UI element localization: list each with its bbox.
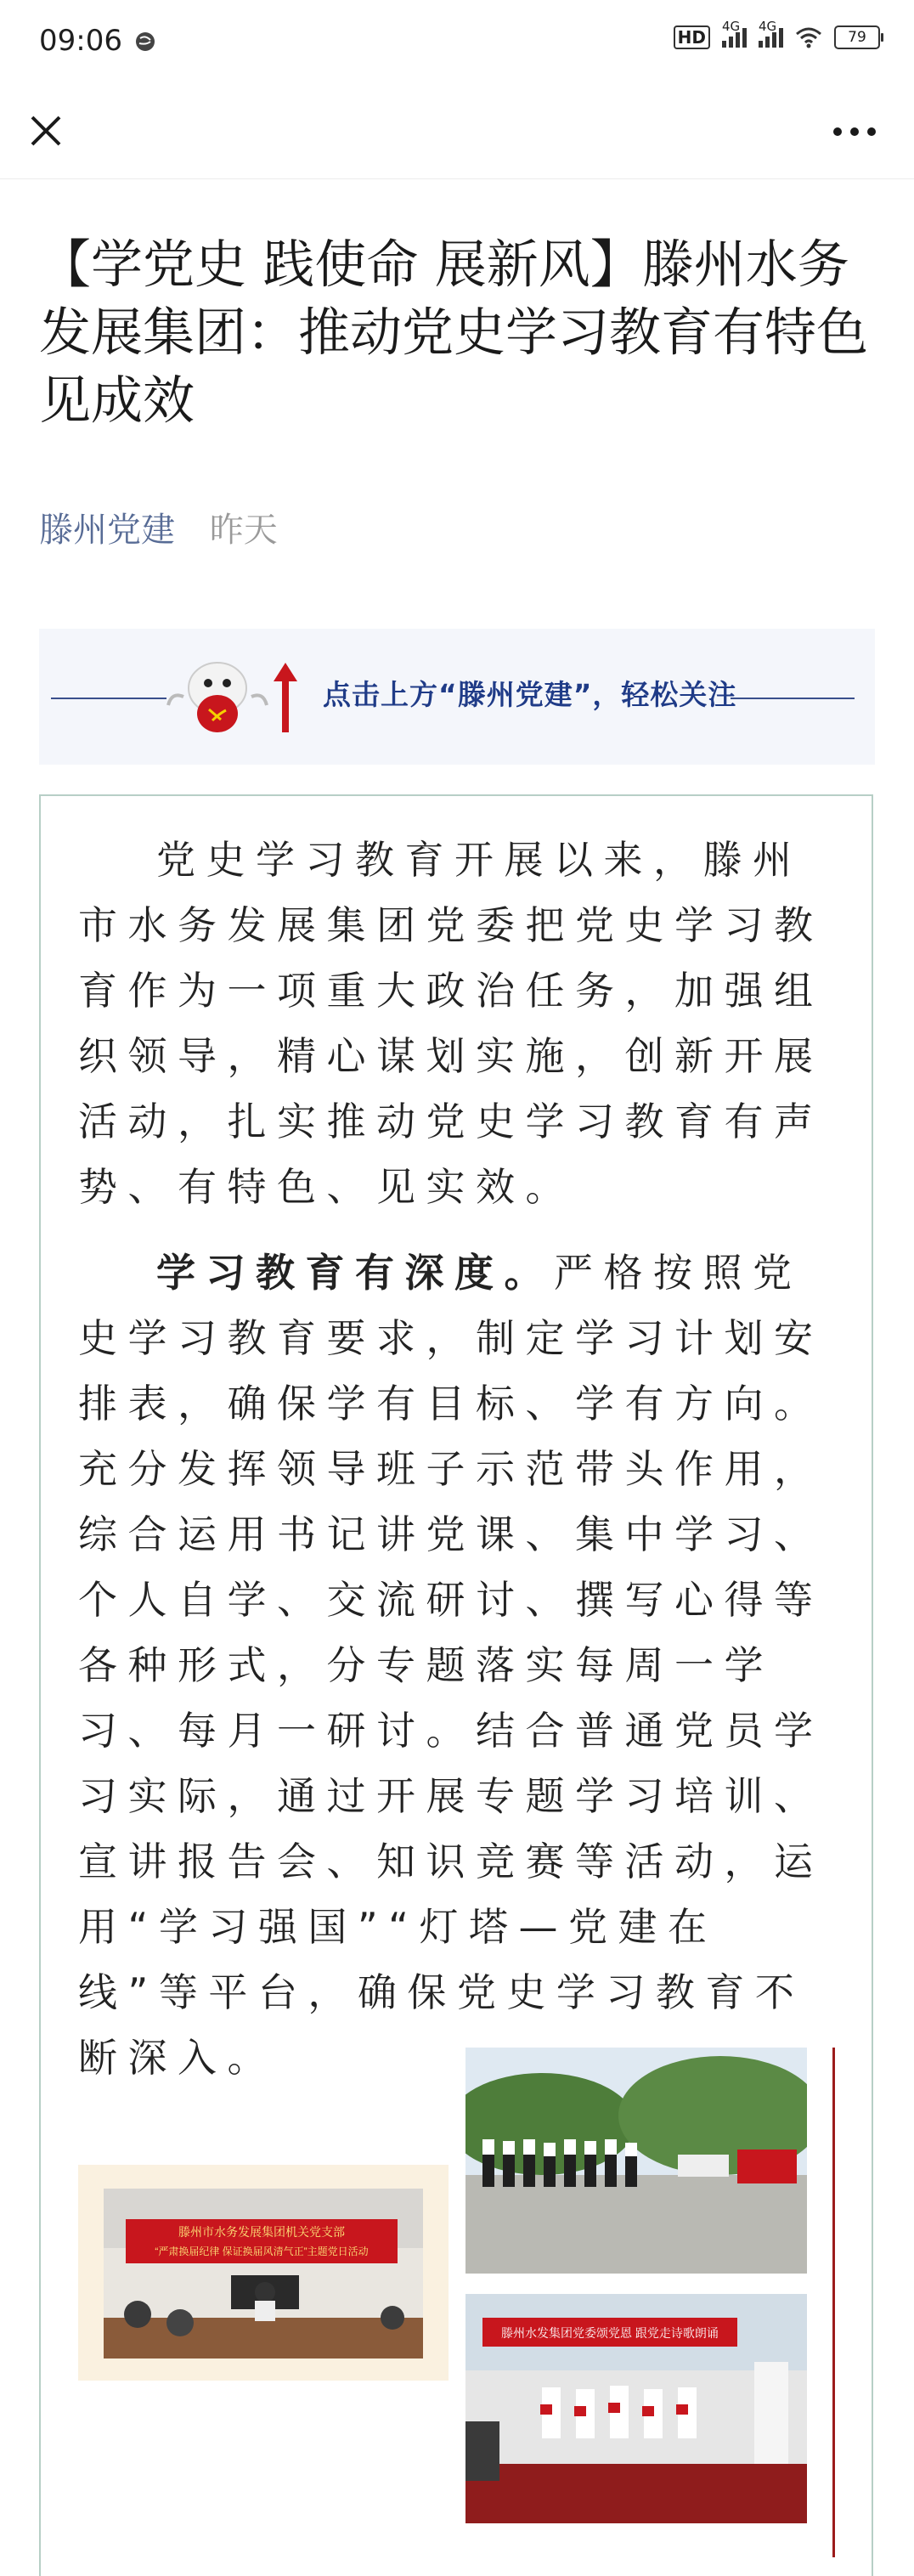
post-time: 昨天 — [209, 511, 278, 550]
article-title: 【学党史 践使命 展新风】滕州水务发展集团：推动党史学习教育有特色见成效 — [39, 234, 869, 431]
outdoor-group-photo-image — [465, 2048, 807, 2274]
wifi-icon — [795, 26, 822, 48]
signal-icon — [722, 19, 747, 48]
follow-banner-text: 点击上方“滕州党建”，轻松关注 — [323, 678, 737, 711]
meeting-banner-line1: 滕州市水务发展集团机关党支部 — [178, 2225, 345, 2239]
status-time: 09:06 — [39, 24, 122, 58]
decorative-divider — [832, 2048, 835, 2557]
recital-photo — [465, 2294, 807, 2523]
paragraph-lead: 学习教育有深度。 — [156, 1250, 554, 1296]
status-bar — [0, 0, 914, 85]
paragraph-body: 严格按照党史学习教育要求，制定学习计划安排表，确保学有目标、学有方向。充分发挥领导班子示范带头作用，综合运用书记讲党课、集中学习、个人自学、交流研讨、撰写心得等各种形式，分专题落实每周一学习、每月一研讨。结合普通党员学习实际，通过开展专题学习培训、宣讲报告会、知识竞赛等活动，运用“学习强国”“灯塔—党建在线”等平台，确保党史学习教育不断深入。 — [78, 1250, 824, 2081]
signal-label: 4G — [759, 19, 777, 34]
meeting-photo — [78, 2165, 449, 2381]
meeting-banner-line2: “严肃换届纪律 保证换届风清气正”主题党日活动 — [155, 2246, 369, 2257]
article-meta — [39, 503, 278, 551]
nav-bar — [0, 85, 914, 179]
signal-icon — [759, 19, 783, 48]
status-icons — [674, 19, 880, 49]
hd-icon: HD — [674, 25, 710, 49]
meeting-photo-image — [78, 2165, 449, 2381]
outdoor-group-photo — [465, 2048, 807, 2274]
battery-icon: 79 — [834, 25, 880, 49]
follow-banner[interactable] — [39, 629, 875, 765]
close-icon[interactable] — [25, 110, 68, 153]
account-name-link[interactable]: 滕州党建 — [39, 511, 175, 550]
signal-label: 4G — [722, 19, 741, 34]
recital-photo-image — [465, 2294, 807, 2523]
more-icon[interactable] — [829, 110, 880, 153]
paragraph — [78, 1240, 839, 2091]
paragraph: 党史学习教育开展以来，滕州市水务发展集团党委把党史学习教育作为一项重大政治任务，加强组织领导，精心谋划实施，创新开展活动，扎实推动党史学习教育有声势、有特色、见实效。 — [78, 837, 824, 1210]
recital-banner: 滕州水发集团党委颂党恩 跟党走诗歌朗诵 — [501, 2326, 719, 2340]
globe-icon — [134, 31, 156, 53]
